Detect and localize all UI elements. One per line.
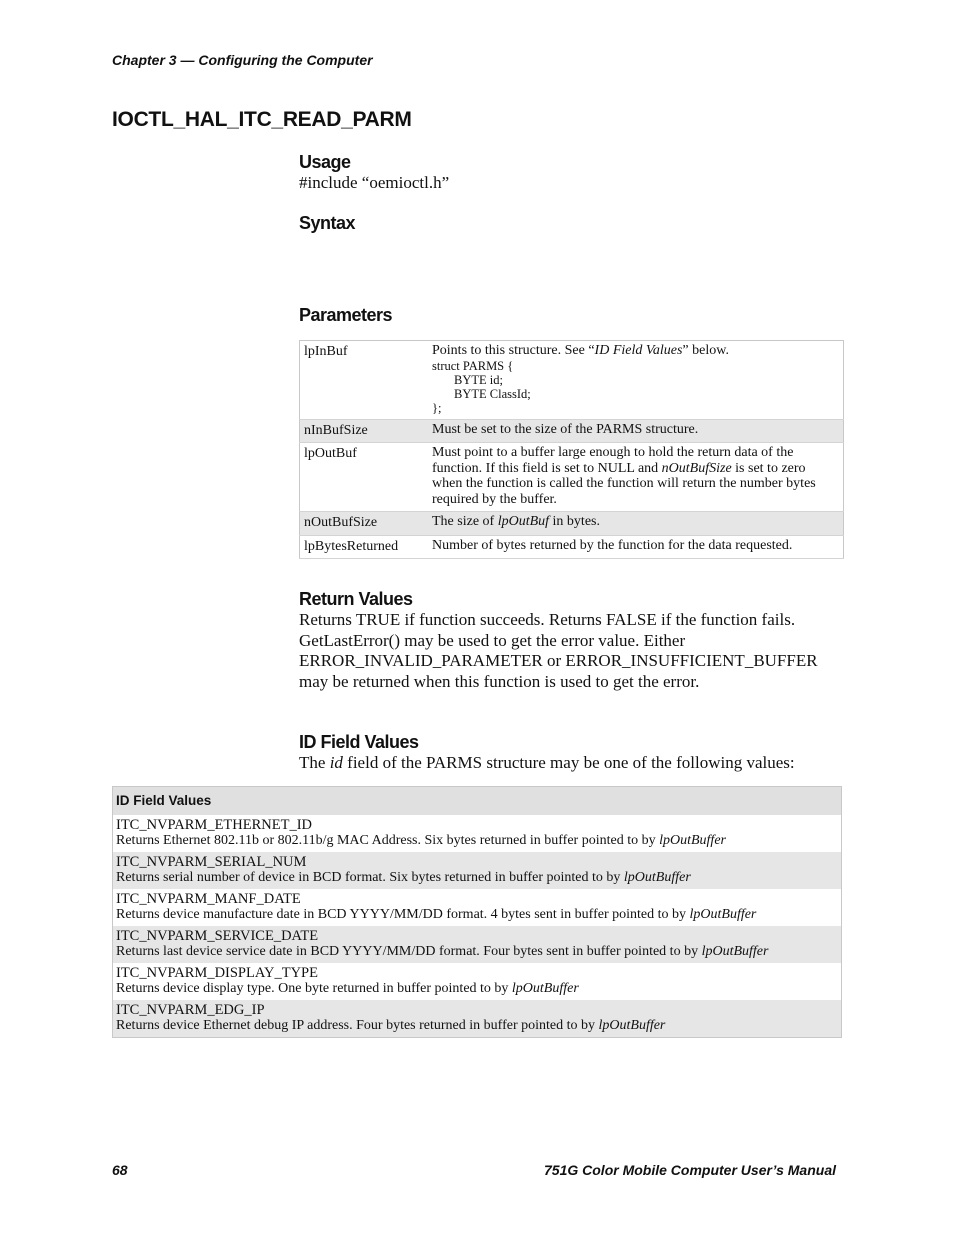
struct-code-block bbox=[432, 359, 839, 415]
param-desc-text: in bytes. bbox=[549, 514, 600, 529]
id-desc-text: Returns serial number of device in BCD format. Six bytes returned in buffer pointed to by bbox=[116, 870, 624, 885]
parameters-table bbox=[299, 340, 844, 559]
code-line: }; bbox=[432, 400, 442, 415]
id-desc-text: Returns last device service date in BCD YYYY/MM/DD format. Four bytes sent in buffer pointed to by bbox=[116, 944, 702, 959]
id-field-values-section bbox=[299, 732, 844, 774]
param-desc-emphasis: ID Field Values bbox=[594, 343, 683, 358]
param-name: lpOutBuf bbox=[304, 446, 357, 461]
id-name: ITC_NVPARM_SERIAL_NUM bbox=[116, 854, 307, 870]
id-name: ITC_NVPARM_EDG_IP bbox=[116, 1002, 265, 1018]
return-values-heading: Return Values bbox=[299, 589, 413, 609]
id-row bbox=[113, 889, 841, 926]
param-name: nOutBufSize bbox=[304, 515, 378, 530]
code-line: BYTE ClassId; bbox=[454, 386, 531, 401]
id-row bbox=[113, 852, 841, 889]
param-desc-emphasis: lpOutBuf bbox=[497, 514, 550, 529]
param-desc-text: Points to this structure. See “ bbox=[432, 343, 595, 358]
param-description bbox=[428, 341, 844, 420]
usage-section bbox=[299, 152, 844, 194]
id-desc-text: Returns Ethernet 802.11b or 802.11b/g MAC Address. Six bytes returned in buffer pointed to by bbox=[116, 833, 660, 848]
running-header: Chapter 3 — Configuring the Computer bbox=[112, 52, 373, 68]
id-row bbox=[113, 815, 841, 852]
id-desc-text: Returns device display type. One byte returned in buffer pointed to by bbox=[116, 981, 512, 996]
intro-emphasis: id bbox=[329, 753, 343, 772]
param-row bbox=[300, 341, 844, 420]
page-number: 68 bbox=[112, 1162, 128, 1178]
id-field-values-table bbox=[112, 786, 842, 1038]
syntax-heading: Syntax bbox=[299, 213, 356, 233]
param-name: nInBufSize bbox=[304, 422, 368, 438]
id-description bbox=[116, 833, 838, 849]
id-name: ITC_NVPARM_DISPLAY_TYPE bbox=[116, 965, 318, 981]
id-desc-text: Returns device manufacture date in BCD YYYY/MM/DD format. 4 bytes sent in buffer pointed to by bbox=[116, 907, 690, 922]
id-description bbox=[116, 944, 838, 960]
return-values-text: Returns TRUE if function succeeds. Returns FALSE if the function fails. GetLastError() may be used to get the error value. Either ERROR_INVALID_PARAMETER or ERROR_INSUFFICIENT_BUFFER may be returned when this function is used to get the error. bbox=[299, 610, 818, 691]
page-title: IOCTL_HAL_ITC_READ_PARM bbox=[112, 108, 412, 131]
code-line: BYTE id; bbox=[454, 372, 503, 387]
manual-title: 751G Color Mobile Computer User’s Manual bbox=[544, 1162, 836, 1178]
parameters-heading: Parameters bbox=[299, 305, 393, 325]
intro-text: field of the PARMS structure may be one of the following values: bbox=[342, 753, 795, 772]
param-description bbox=[428, 443, 844, 512]
param-desc-text: ” below. bbox=[682, 343, 729, 358]
id-description bbox=[116, 981, 838, 997]
id-description bbox=[116, 870, 838, 886]
id-row bbox=[113, 963, 841, 1000]
id-table-header: ID Field Values bbox=[113, 787, 841, 815]
param-description: Must be set to the size of the PARMS structure. bbox=[432, 421, 699, 437]
intro-text: The bbox=[299, 753, 330, 772]
id-name: ITC_NVPARM_ETHERNET_ID bbox=[116, 817, 313, 833]
param-name: lpInBuf bbox=[304, 344, 348, 359]
usage-heading: Usage bbox=[299, 152, 351, 172]
id-desc-emphasis: lpOutBuffer bbox=[701, 944, 769, 959]
syntax-section bbox=[299, 213, 844, 234]
id-desc-text: Returns device Ethernet debug IP address. Four bytes returned in buffer pointed to by bbox=[116, 1018, 599, 1033]
param-row bbox=[300, 419, 844, 443]
param-desc-text: Must point to a buffer large enough to hold the return data of the function. If this field is set to NULL and bbox=[432, 445, 794, 476]
id-name: ITC_NVPARM_MANF_DATE bbox=[116, 891, 301, 907]
id-row bbox=[113, 1000, 841, 1037]
id-desc-emphasis: lpOutBuffer bbox=[511, 981, 579, 996]
usage-text: #include “oemioctl.h” bbox=[299, 173, 450, 192]
param-row bbox=[300, 535, 844, 559]
param-description bbox=[428, 512, 844, 536]
param-row bbox=[300, 443, 844, 512]
code-line: struct PARMS { bbox=[432, 358, 514, 373]
id-row bbox=[113, 926, 841, 963]
id-desc-emphasis: lpOutBuffer bbox=[689, 907, 757, 922]
param-desc-text: is set to zero when the function is called the function will return the number bytes required by the buffer. bbox=[432, 460, 816, 507]
param-description: Number of bytes returned by the function for the data requested. bbox=[432, 537, 793, 553]
id-desc-emphasis: lpOutBuffer bbox=[598, 1018, 666, 1033]
param-name: lpBytesReturned bbox=[304, 538, 399, 554]
parameters-section bbox=[299, 305, 844, 326]
id-description bbox=[116, 907, 838, 923]
id-desc-emphasis: lpOutBuffer bbox=[659, 833, 726, 848]
param-row bbox=[300, 512, 844, 536]
param-desc-emphasis: nOutBufSize bbox=[661, 460, 732, 476]
return-values-section bbox=[299, 589, 844, 692]
id-name: ITC_NVPARM_SERVICE_DATE bbox=[116, 928, 319, 944]
id-desc-emphasis: lpOutBuffer bbox=[623, 870, 691, 885]
param-desc-text: The size of bbox=[432, 514, 498, 529]
id-description bbox=[116, 1018, 838, 1034]
id-field-values-heading: ID Field Values bbox=[299, 732, 419, 752]
id-field-values-intro bbox=[299, 753, 844, 774]
